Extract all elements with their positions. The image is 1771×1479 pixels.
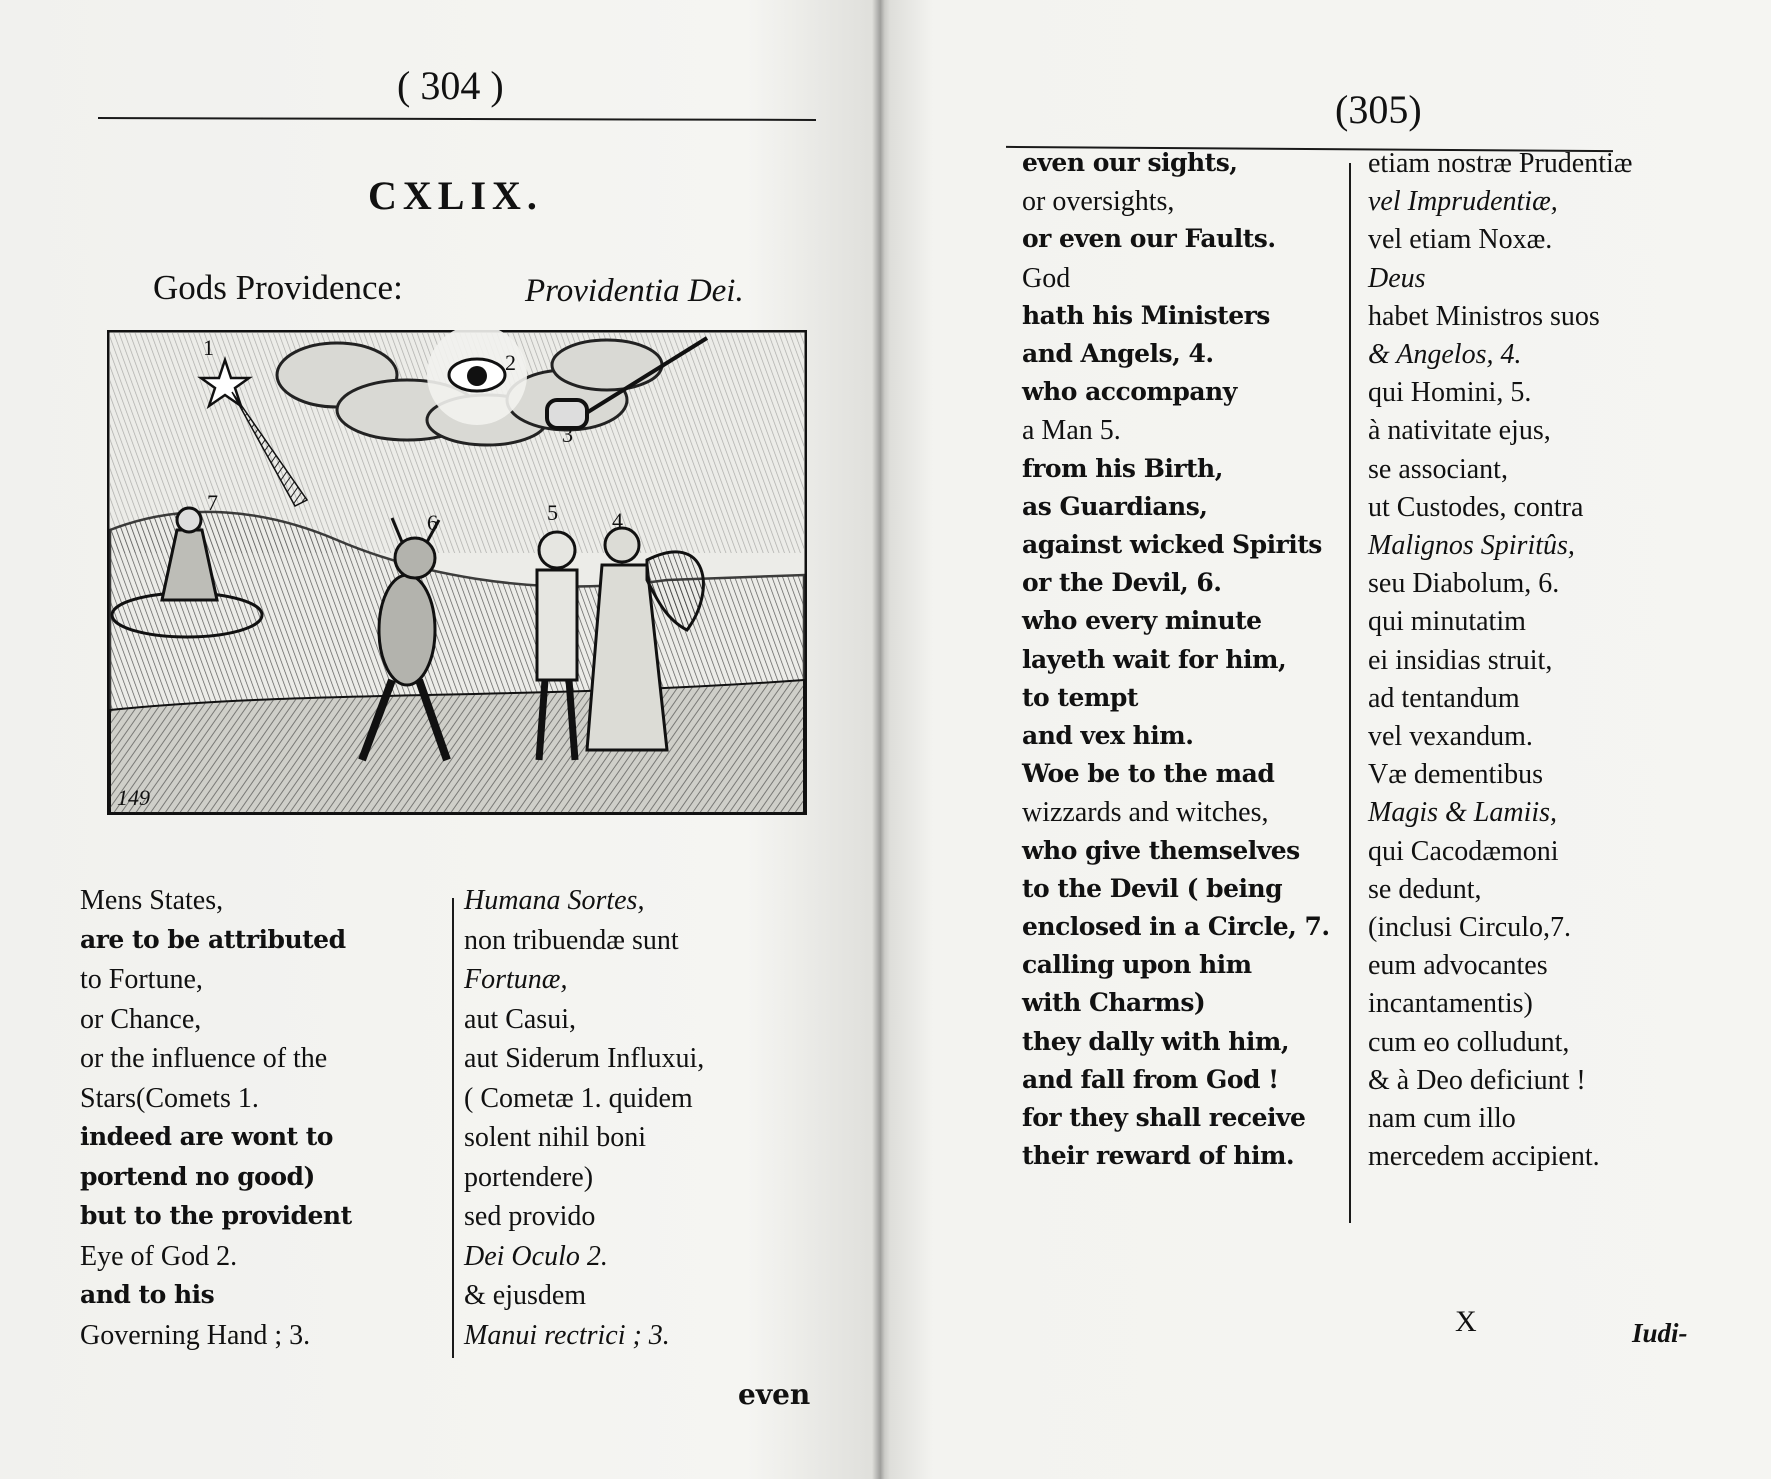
left-latin-column	[464, 885, 824, 1365]
title-latin: Providentia Dei.	[525, 273, 744, 309]
text-line: qui Cacodæmoni	[1368, 835, 1559, 867]
text-line: hath his Ministers	[1022, 300, 1270, 330]
text-line: or the Devil, 6.	[1022, 568, 1222, 598]
text-line: Magis & Lamiis,	[1368, 797, 1558, 829]
text-line: against wicked Spirits	[1022, 530, 1322, 559]
text-line: Manui rectrici ; 3.	[464, 1319, 670, 1351]
text-line: their reward of him.	[1022, 1141, 1295, 1171]
text-line: and fall from God !	[1022, 1064, 1279, 1094]
text-line: Fortunæ,	[464, 964, 568, 995]
text-line: etiam nostræ Prudentiæ	[1368, 148, 1633, 179]
text-line: à nativitate ejus,	[1368, 415, 1551, 447]
engraving-label-3: 3	[562, 422, 573, 447]
text-line: vel Imprudentiæ,	[1368, 186, 1558, 218]
right-english-column	[1022, 148, 1422, 1198]
chapter-number: CXLIX.	[368, 173, 543, 218]
engraving-label-2: 2	[505, 350, 516, 375]
left-column-divider	[452, 898, 454, 1358]
text-line: & à Deo deficiunt !	[1368, 1064, 1586, 1096]
text-line: or the influence of the	[80, 1043, 328, 1074]
gutter-shadow	[872, 0, 890, 1479]
text-line: as Guardians,	[1022, 491, 1208, 521]
title-english: Gods Providence:	[153, 268, 403, 307]
text-line: & Angelos, 4.	[1368, 339, 1522, 370]
text-line: God	[1022, 262, 1071, 294]
text-line: to the Devil ( being	[1022, 873, 1283, 903]
signature-mark: X	[1455, 1305, 1477, 1338]
text-line: to tempt	[1022, 682, 1138, 712]
text-line: Malignos Spiritûs,	[1368, 530, 1575, 561]
text-line: for they shall receive	[1022, 1103, 1306, 1132]
left-catchword: even	[738, 1378, 811, 1411]
text-line: to Fortune,	[80, 964, 203, 995]
left-page	[0, 0, 880, 1479]
right-latin-column	[1368, 148, 1768, 1198]
right-page	[880, 0, 1771, 1479]
text-line: qui minutatim	[1368, 606, 1526, 638]
left-header-rule	[98, 117, 816, 121]
text-line: or oversights,	[1022, 186, 1175, 218]
text-line: nam cum illo	[1368, 1103, 1516, 1134]
text-line: & ejusdem	[464, 1280, 587, 1311]
text-line: Humana Sortes,	[464, 885, 645, 916]
text-line: Stars(Comets 1.	[80, 1082, 259, 1114]
right-page-number: (305)	[1335, 87, 1422, 132]
text-line: Governing Hand ; 3.	[80, 1319, 311, 1351]
text-line: but to the provident	[80, 1201, 352, 1230]
text-line: with Charms)	[1022, 988, 1206, 1018]
text-line: indeed are wont to	[80, 1122, 333, 1151]
engraving-label-5: 5	[547, 500, 558, 525]
engraving-label-1: 1	[203, 335, 214, 360]
text-line: Woe be to the mad	[1022, 759, 1275, 789]
text-line: Mens States,	[80, 885, 224, 916]
text-line: they dally with him,	[1022, 1026, 1290, 1056]
engraving-label-7: 7	[207, 490, 218, 515]
text-line: non tribuendæ sunt	[464, 924, 679, 956]
text-line: wizzards and witches,	[1022, 797, 1269, 829]
text-line: or even our Faults.	[1022, 224, 1276, 254]
text-line: sed provido	[464, 1201, 596, 1232]
text-line: Dei Oculo 2.	[464, 1240, 608, 1272]
text-line: ad tentandum	[1368, 682, 1520, 714]
text-line: vel etiam Noxæ.	[1368, 224, 1553, 256]
text-line: qui Homini, 5.	[1368, 377, 1532, 409]
text-line: who accompany	[1022, 377, 1237, 407]
text-line: Deus	[1368, 262, 1426, 294]
text-line: portendere)	[464, 1161, 594, 1193]
engraving-label-4: 4	[612, 508, 623, 533]
text-line: seu Diabolum, 6.	[1368, 568, 1560, 600]
text-line: Væ dementibus	[1368, 759, 1543, 791]
text-line: who every minute	[1022, 606, 1262, 636]
text-line: a Man 5.	[1022, 415, 1121, 447]
text-line: aut Siderum Influxui,	[464, 1043, 705, 1074]
text-line: aut Casui,	[464, 1003, 576, 1035]
left-english-column	[80, 885, 435, 1365]
text-line: eum advocantes	[1368, 950, 1548, 982]
text-line: Eye of God 2.	[80, 1240, 238, 1272]
engraving-label-6: 6	[427, 510, 438, 535]
text-line: layeth wait for him,	[1022, 644, 1287, 674]
text-line: ut Custodes, contra	[1368, 491, 1584, 523]
text-line: cum eo colludunt,	[1368, 1026, 1570, 1058]
text-line: enclosed in a Circle, 7.	[1022, 912, 1330, 941]
text-line: mercedem accipient.	[1368, 1141, 1600, 1173]
text-line: are to be attributed	[80, 924, 346, 954]
text-line: from his Birth,	[1022, 453, 1223, 483]
text-line: portend no good)	[80, 1161, 315, 1191]
text-line: and Angels, 4.	[1022, 339, 1214, 368]
text-line: se dedunt,	[1368, 873, 1482, 905]
text-line: ( Cometæ 1. quidem	[464, 1082, 693, 1114]
text-line: who give themselves	[1022, 835, 1300, 865]
text-line: even our sights,	[1022, 148, 1238, 177]
left-page-number: ( 304 )	[397, 63, 504, 108]
text-line: or Chance,	[80, 1003, 202, 1035]
plate-number: 149	[117, 785, 150, 810]
text-line: calling upon him	[1022, 950, 1252, 980]
right-catchword: Iudi-	[1632, 1318, 1688, 1348]
text-line: vel vexandum.	[1368, 721, 1533, 752]
text-line: se associant,	[1368, 453, 1508, 485]
providence-engraving	[107, 330, 807, 815]
right-column-divider	[1349, 163, 1351, 1223]
text-line: and vex him.	[1022, 721, 1194, 750]
text-line: habet Ministros suos	[1368, 300, 1600, 332]
text-line: solent nihil boni	[464, 1122, 646, 1153]
text-line: ei insidias struit,	[1368, 644, 1553, 676]
text-line: and to his	[80, 1280, 215, 1309]
text-line: incantamentis)	[1368, 988, 1533, 1020]
text-line: (inclusi Circulo,7.	[1368, 912, 1571, 943]
